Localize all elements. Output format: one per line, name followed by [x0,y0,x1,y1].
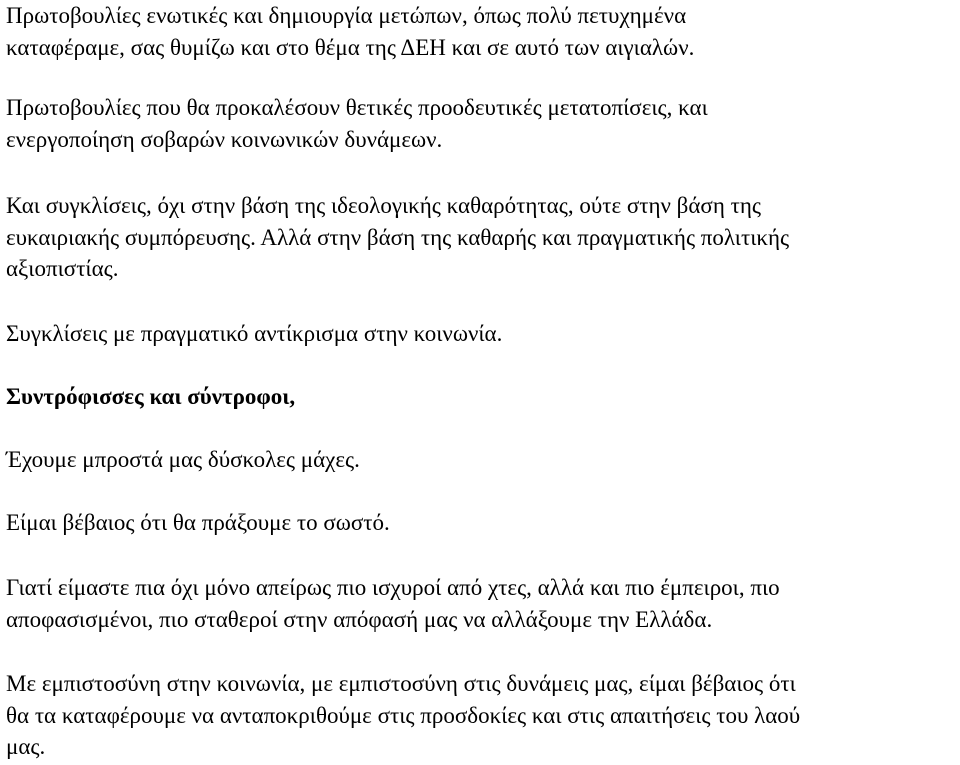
paragraph-line: μας. [6,734,46,759]
paragraph-line: Και συγκλίσεις, όχι στην βάση της ιδεολογικής καθαρότητας, ούτε στην βάση της [6,193,761,218]
paragraph-line: αποφασισμένοι, πιο σταθεροί στην απόφασή μας να αλλάξουμε την Ελλάδα. [6,606,713,632]
paragraph-stronger-than-yesterday [6,572,954,635]
paragraph-comrades-salutation [6,381,954,413]
paragraph-line: ενεργοποίηση σοβαρών κοινωνικών δυνάμεων. [6,126,443,152]
paragraph-line: ευκαιριακής συμπόρευσης. Αλλά στην βάση της καθαρής και πραγματικής πολιτικής [6,224,790,250]
paragraph-line: Συγκλίσεις με πραγματικό αντίκρισμα στην κοινωνία. [6,321,503,346]
paragraph-convergences [6,190,954,285]
paragraph-line: Συντρόφισσες και σύντροφοι, [6,384,296,409]
paragraph-line: Έχουμε μπροστά μας δύσκολες μάχες. [6,447,360,472]
paragraph-line: Με εμπιστοσύνη στην κοινωνία, με εμπιστοσύνη στις δυνάμεις μας, είμαι βέβαιος ότι [6,671,796,696]
paragraph-progressive-shifts [6,92,954,155]
paragraph-line: καταφέραμε, σας θυμίζω και στο θέμα της ΔΕΗ και σε αυτό των αιγιαλών. [6,34,695,60]
paragraph-line: Είμαι βέβαιος ότι θα πράξουμε το σωστό. [6,510,390,535]
paragraph-line: Πρωτοβουλίες ενωτικές και δημιουργία μετώπων, όπως πολύ πετυχημένα [6,3,687,28]
paragraph-line: αξιοπιστίας. [6,256,119,281]
paragraph-line: Πρωτοβουλίες που θα προκαλέσουν θετικές προοδευτικές μετατοπίσεις, και [6,95,708,120]
paragraph-trust-in-society [6,668,954,763]
paragraph-social-impact [6,318,954,350]
paragraph-line: Γιατί είμαστε πια όχι μόνο απείρως πιο ισχυροί από χτες, αλλά και πιο έμπειροι, πιο [6,575,780,600]
paragraph-fronts-initiatives [6,0,954,63]
paragraph-difficult-battles [6,444,954,476]
paragraph-line: θα τα καταφέρουμε να ανταποκριθούμε στις προσδοκίες και στις απαιτήσεις του λαού [6,702,801,728]
paragraph-do-the-right-thing [6,507,954,539]
